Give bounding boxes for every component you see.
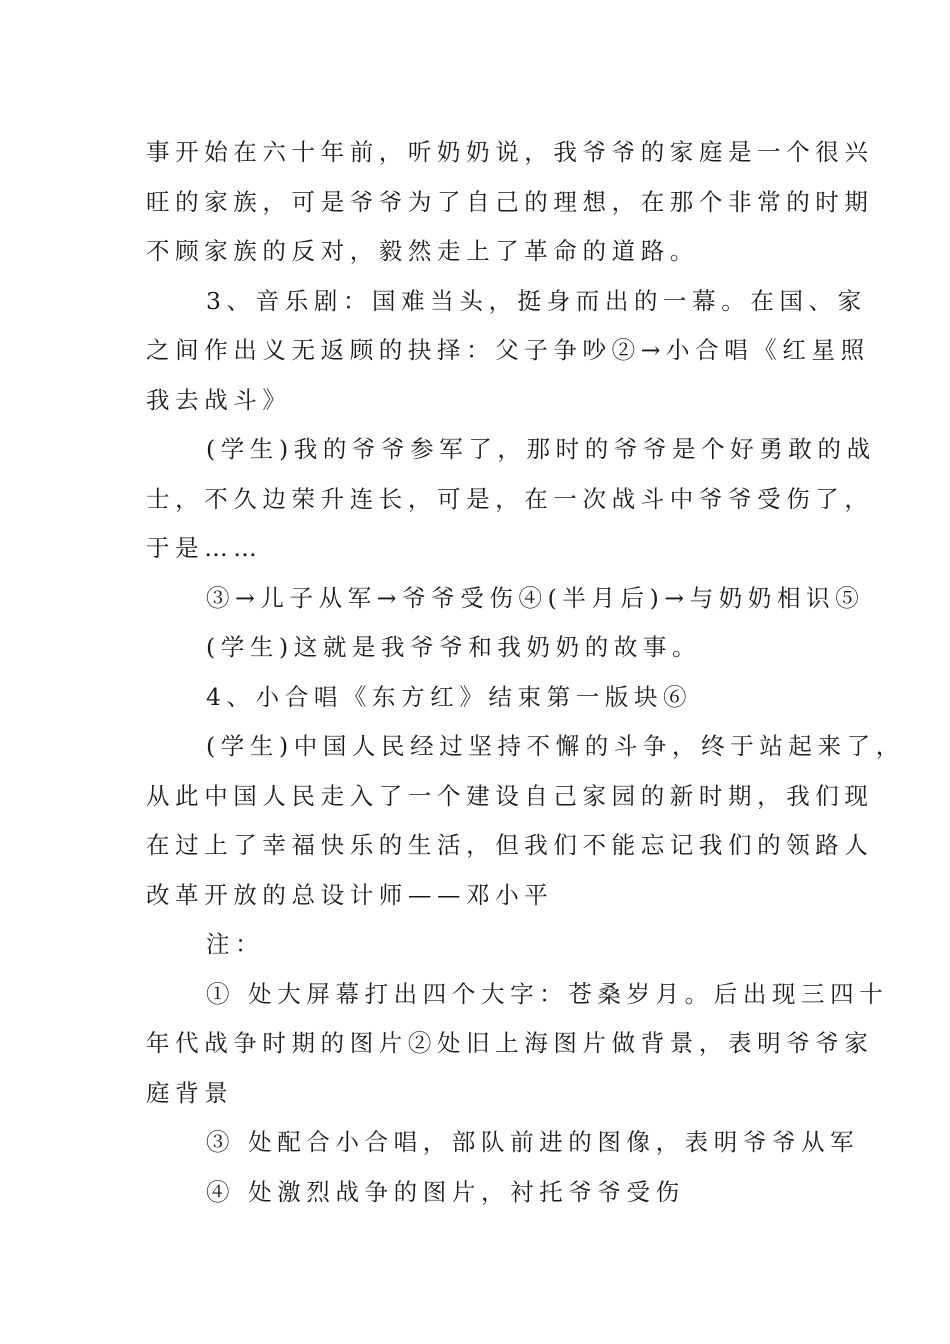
text-line: 注： [206,930,265,958]
text-line: 不顾家族的反对，毅然走上了革命的道路。 [146,237,699,265]
text-line: (学生)这就是我爷爷和我奶奶的故事。 [206,633,702,661]
text-line: 我去战斗》 [146,386,292,414]
text-line: 4、小合唱《东方红》结束第一版块⑥ [206,683,693,711]
text-line: 庭背景 [146,1079,234,1107]
text-line: ③ 处配合小合唱，部队前进的图像，表明爷爷从军 [206,1128,860,1156]
text-line: 士，不久边荣升连长，可是，在一次战斗中爷爷受伤了， [146,485,874,513]
text-line: 之间作出义无返顾的抉择：父子争吵②→小合唱《红星照 [146,336,870,364]
text-line: ① 处大屏幕打出四个大字：苍桑岁月。后出现三四十 [206,980,889,1008]
text-line: (学生)中国人民经过坚持不懈的斗争，终于站起来了， [206,732,905,760]
text-line: 旺的家族，可是爷爷为了自己的理想，在那个非常的时期 [146,188,874,216]
text-line: (学生)我的爷爷参军了，那时的爷爷是个好勇敢的战 [206,435,876,463]
text-line: 年代战争时期的图片②处旧上海图片做背景，表明爷爷家 [146,1029,874,1057]
text-line: 改革开放的总设计师——邓小平 [146,881,554,909]
text-line: 从此中国人民走入了一个建设自己家园的新时期，我们现 [146,782,874,810]
text-line: 事开始在六十年前，听奶奶说，我爷爷的家庭是一个很兴 [146,138,874,166]
text-line: ③→儿子从军→爷爷受伤④(半月后)→与奶奶相识⑤ [206,584,865,612]
text-line: 于是…… [146,534,263,562]
text-line: 3、音乐剧：国难当头，挺身而出的一幕。在国、家 [206,287,867,315]
text-line: 在过上了幸福快乐的生活，但我们不能忘记我们的领路人 [146,831,874,859]
text-line: ④ 处激烈战争的图片，衬托爷爷受伤 [206,1178,685,1206]
